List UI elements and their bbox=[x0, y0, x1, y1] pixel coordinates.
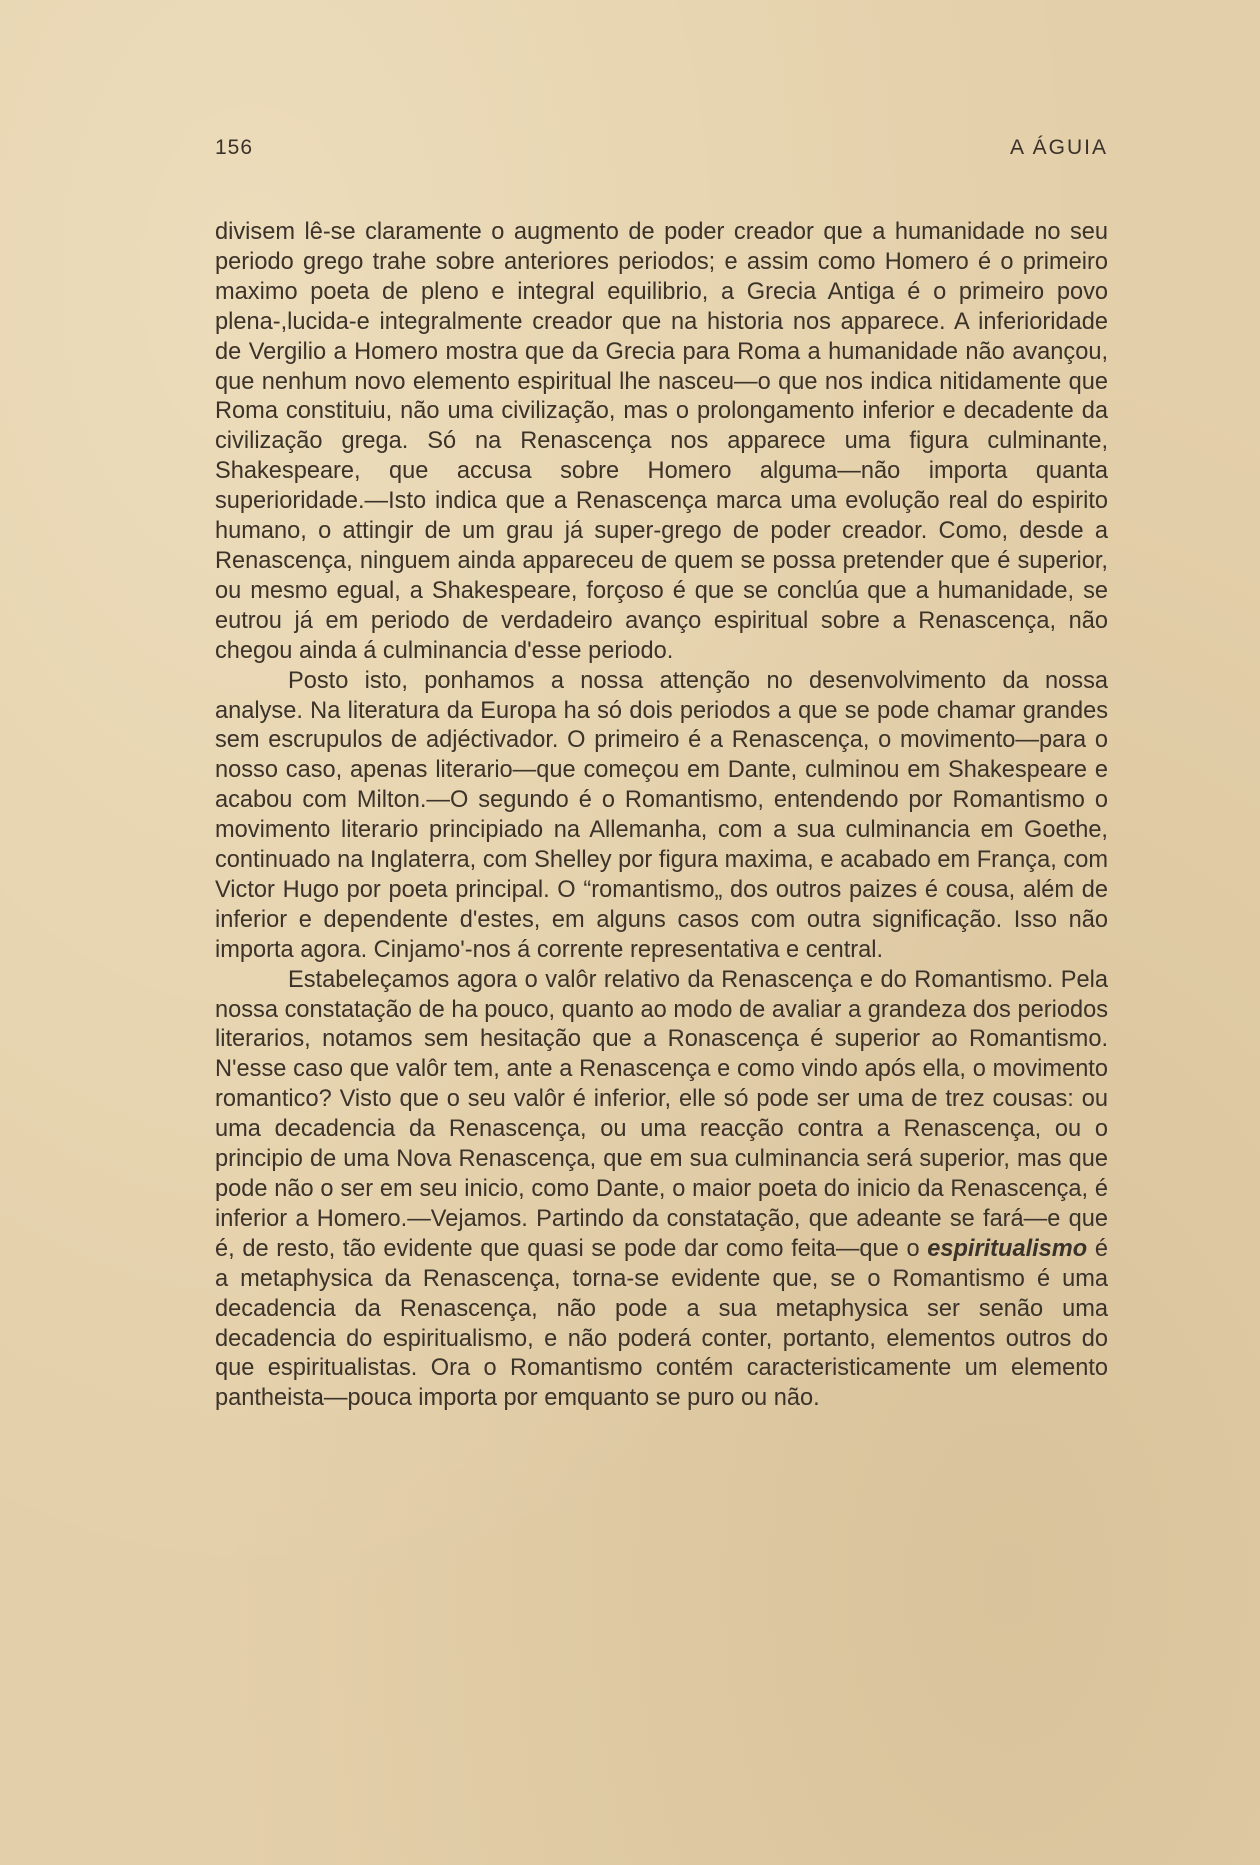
page-number: 156 bbox=[215, 136, 254, 159]
paragraph bbox=[215, 218, 1108, 667]
body-text bbox=[215, 218, 1108, 1414]
paragraph bbox=[215, 966, 1108, 1415]
paragraph-text: divisem lê-se claramente o augmento de poder creador que a humanidade no seu periodo grego trahe sobre anteriores periodos; e assim como Homero é o primeiro maximo poeta de pleno e integral equilibrio, a Grecia Antiga é o primeiro povo plena-,lucida-e integralmente creador que na historia nos apparece. A inferioridade de Vergilio a Homero mostra que da Grecia para Roma a humanidade não avançou, que nenhum novo elemento espiritual lhe nasceu—o que nos indica nitidamente que Roma constituiu, não uma civilização, mas o prolongamento inferior e decadente da civilização grega. Só na Renascença nos apparece uma figura culminante, Shakespeare, que accusa sobre Homero alguma—não importa quanta superioridade.—Isto indica que a Renascença marca uma evolução real do espirito humano, o attingir de um grau já super-grego de poder creador. Como, desde a Renascença, ninguem ainda appareceu de quem se possa pretender que é superior, ou mesmo egual, a Shakespeare, forçoso é que se conclúa que a humanidade, se eutrou já em periodo de verdadeiro avanço espiritual sobre a Renascença, não chegou ainda á culminancia d'esse periodo. bbox=[215, 219, 1108, 664]
paragraph-text: é a metaphysica da Renascença, torna-se evidente que, se o Romantismo é uma decadencia da Renascença, não pode a sua metaphysica ser senão uma decadencia do espiritualismo, e não poderá conter, portanto, elementos outros do que espiritualistas. Ora o Romantismo contém caracteristicamente um elemento pantheista—pouca importa por emquanto se puro ou não. bbox=[215, 1235, 1108, 1412]
paragraph bbox=[215, 667, 1108, 966]
journal-title: A ÁGUIA bbox=[1009, 136, 1108, 159]
paragraph-text: Estabeleçamos agora o valôr relativo da Renascença e do Romantismo. Pela nossa constatação de ha pouco, quanto ao modo de avaliar a grandeza dos periodos literarios, notamos sem hesitação que a Ronascença é superior ao Romantismo. N'esse caso que valôr tem, ante a Renascença e como vindo após ella, o movimento romantico? Visto que o seu valôr é inferior, elle só pode ser uma de trez cousas: ou uma decadencia da Renascença, ou uma reacção contra a Renascença, ou o principio de uma Nova Renascença, que em sua culminancia será superior, mas que pode não o ser em seu inicio, como Dante, o maior poeta do inicio da Renascença, é inferior a Homero.—Vejamos. Partindo da constatação, que adeante se fará—e que é, de resto, tão evidente que quasi se pode dar como feita—que o bbox=[215, 966, 1108, 1262]
emphasized-term: espiritualismo bbox=[927, 1235, 1088, 1262]
paragraph-text: Posto isto, ponhamos a nossa attenção no desenvolvimento da nossa analyse. Na literatura da Europa ha só dois periodos a que se pode chamar grandes sem escrupulos de adjéctivador. O primeiro é a Renascença, o movimento—para o nosso caso, apenas literario—que começou em Dante, culminou em Shakespeare e acabou com Milton.—O segundo é o Romantismo, entendendo por Romantismo o movimento literario principiado na Allemanha, com a sua culminancia em Goethe, continuado na Inglaterra, com Shelley por figura maxima, e acabado em França, com Victor Hugo por poeta principal. O “romantismo„ dos outros paizes é cousa, além de inferior e dependente d'estes, em alguns casos com outra significação. Isso não importa agora. Cinjamo'-nos á corrente representativa e central. bbox=[215, 667, 1108, 963]
running-head bbox=[215, 136, 1108, 166]
